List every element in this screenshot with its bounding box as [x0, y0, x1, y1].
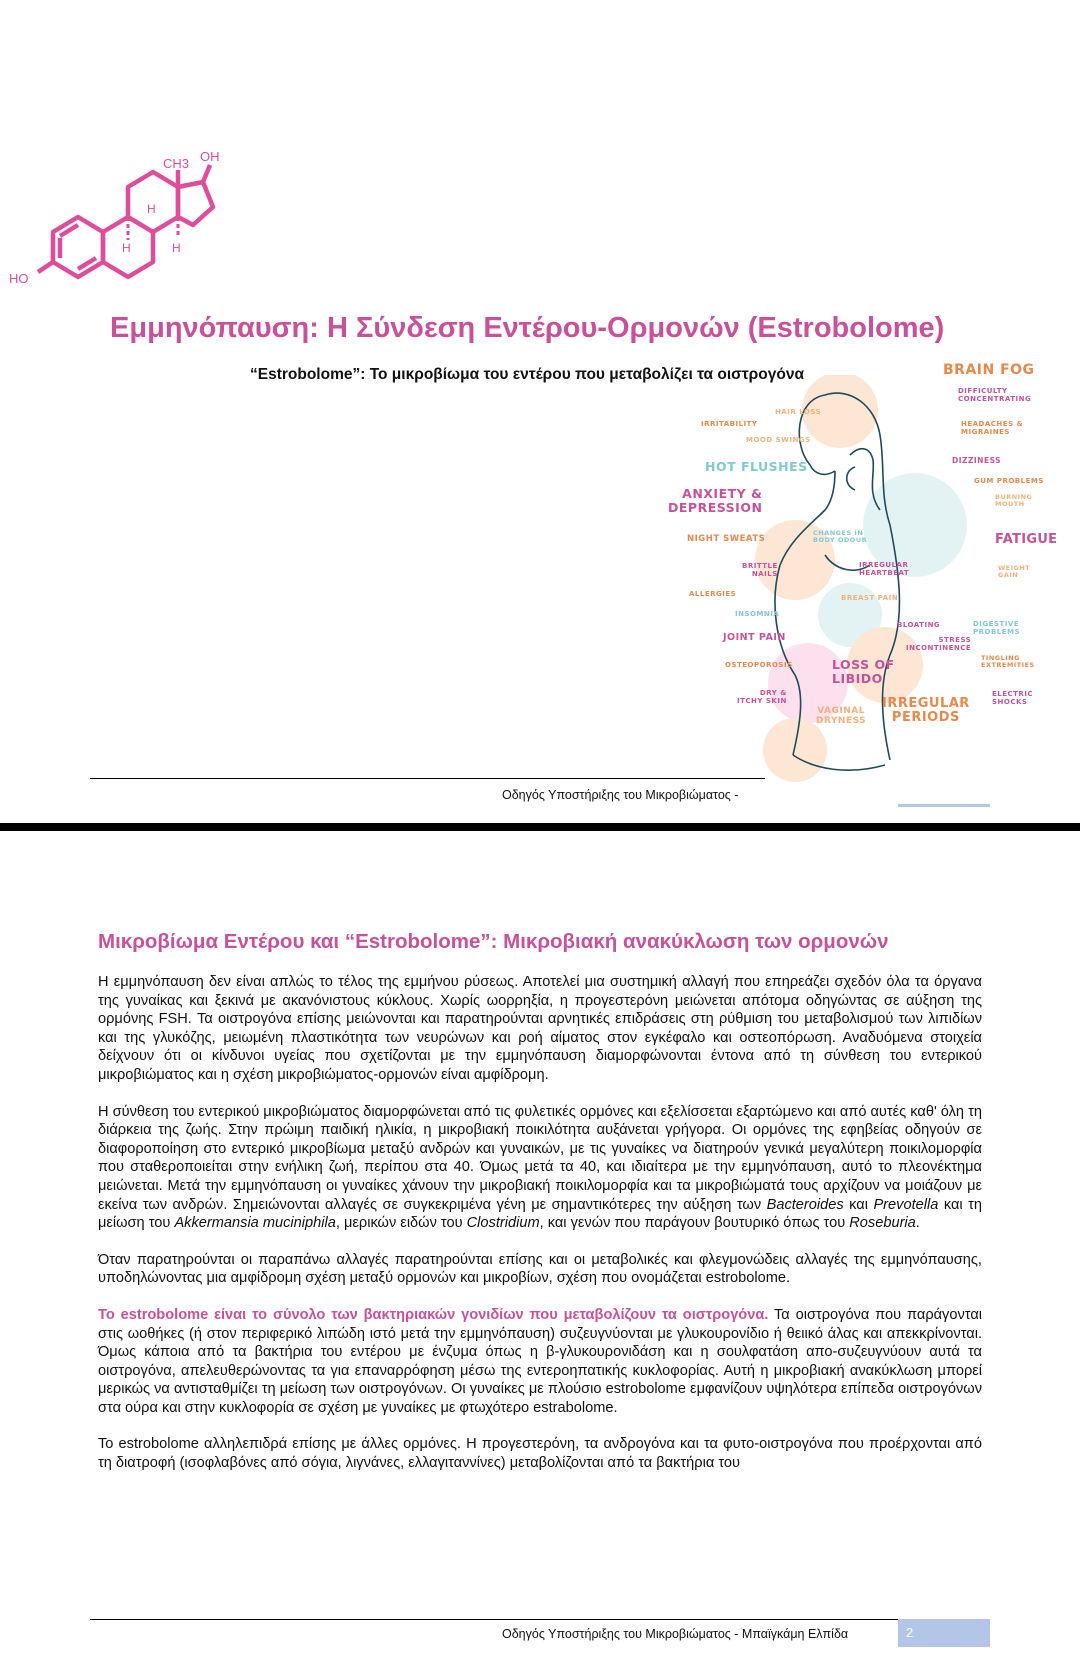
- page-number: 2: [898, 1619, 990, 1647]
- label-brittle-nails: BRITTLE NAILS: [742, 562, 778, 578]
- h-label-2: H: [122, 241, 131, 255]
- label-anxiety-depression: ANXIETY & DEPRESSION: [668, 486, 763, 515]
- label-bloating: BLOATING: [897, 621, 941, 629]
- label-night-sweats: NIGHT SWEATS: [687, 534, 766, 544]
- label-electric-shocks: ELECTRIC SHOCKS: [992, 690, 1034, 706]
- body-text: [98, 973, 982, 1491]
- label-gum-problems: GUM PROBLEMS: [974, 477, 1044, 485]
- label-stress-incontinence: STRESS INCONTINENCE: [906, 636, 972, 652]
- label-osteoporosis: OSTEOPOROSIS: [725, 661, 793, 669]
- label-digestive-problems: DIGESTIVE PROBLEMS: [973, 620, 1021, 636]
- footer-rule: [90, 778, 765, 779]
- ho-left-label: HO: [9, 271, 29, 286]
- label-allergies: ALLERGIES: [689, 590, 737, 598]
- page-separator: [0, 823, 1080, 831]
- label-fatigue: FATIGUE: [995, 532, 1058, 547]
- menopause-symptoms-infographic: [668, 362, 1058, 795]
- label-dry-itchy-skin: DRY & ITCHY SKIN: [737, 689, 787, 705]
- label-weight-gain: WEIGHT GAIN: [998, 564, 1031, 580]
- page-title: Εμμηνόπαυση: Η Σύνδεση Εντέρου-Ορμονών (Estrobolome): [110, 312, 945, 344]
- label-irritability: IRRITABILITY: [701, 420, 758, 428]
- term-roseburia: Roseburia: [849, 1215, 916, 1232]
- page-1: [0, 0, 1080, 825]
- footer-rule-2: [90, 1619, 990, 1620]
- footer-text: Οδηγός Υποστήριξης του Μικροβιώματος -: [502, 788, 739, 802]
- section-heading: Μικροβίωμα Εντέρου και “Estrobolome”: Μικροβιακή ανακύκλωση των ορμονών: [98, 930, 889, 953]
- h-label-3: H: [172, 241, 181, 255]
- label-body-odour: CHANGES IN BODY ODOUR: [813, 529, 868, 545]
- label-irregular-heartbeat: IRREGULAR HEARTBEAT: [859, 561, 910, 577]
- label-irregular-periods: IRREGULAR PERIODS: [882, 696, 970, 726]
- label-joint-pain: JOINT PAIN: [723, 632, 786, 643]
- footer-accent-bar: [898, 804, 990, 807]
- page-subtitle: “Estrobolome”: Το μικροβίωμα του εντέρου που μεταβολίζει τα οιστρογόνα: [250, 366, 804, 383]
- label-vaginal-dryness: VAGINAL DRYNESS: [816, 706, 867, 726]
- label-insomnia: INSOMNIA: [735, 610, 780, 618]
- label-burning-mouth: BURNING MOUTH: [995, 493, 1033, 509]
- footer-text-2: Οδηγός Υποστήριξης του Μικροβιώματος - Μπαϊγκάμη Ελπίδα: [502, 1627, 849, 1641]
- term-clostridium: Clostridium: [466, 1215, 540, 1232]
- estradiol-molecule-diagram: [0, 140, 270, 310]
- term-akkermansia: Akkermansia muciniphila: [174, 1215, 336, 1232]
- label-mood-swings: MOOD SWINGS: [746, 436, 811, 444]
- term-prevotella: Prevotella: [873, 1196, 939, 1213]
- label-hair-loss: HAIR LOSS: [775, 408, 822, 416]
- term-bacteroides: Bacteroides: [766, 1196, 844, 1213]
- oh-top-label: OH: [200, 149, 220, 164]
- paragraph-4: Το estrobolome είναι το σύνολο των βακτηριακών γονιδίων που μεταβολίζουν τα οιστρογόνα. Τα οιστρογόνα που παράγονται στις ωοθήκες (ή στον περιφερικό λιπώδη ιστό μετά την εμμηνόπαυση) συζευγνύονται με γλυκουρονίδιο ή θειικό άλας και απεκκρίνονται. Όμως κάποια από τα βακτήρια του εντέρου με ένζυμα όπως η β-γλυκουρονιδάση και η σουλφατάση απο-συζευγνύουν αυτά τα οιστρογόνα, απελευθερώνοντας τα για επαναρρόφηση μέσω της εντεροηπατικής κυκλοφορίας. Αυτή η μικροβιακή ανακύκλωση μπορεί μερικώς να αντισταθμίζει τη μείωση των οιστρογόνων. Οι γυναίκες με πλούσιο estrobolome εμφανίζουν υψηλότερα επίπεδα οιστρογόνων στα ούρα και στην κυκλοφορία σε σχέση με γυναίκες με φτωχότερο estrabolome.: [98, 1306, 983, 1416]
- label-headaches: HEADACHES & MIGRAINES: [961, 420, 1024, 436]
- label-brain-fog: BRAIN FOG: [943, 362, 1035, 378]
- woman-figure-illustration: [675, 375, 1010, 795]
- label-dizziness: DIZZINESS: [952, 456, 1002, 465]
- label-tingling-extremities: TINGLING EXTREMITIES: [981, 654, 1035, 670]
- h-label-1: H: [147, 202, 156, 216]
- paragraph-5: Το estrobolome αλληλεπιδρά επίσης με άλλες ορμόνες. Η προγεστερόνη, τα ανδρογόνα και τα φυτο-οιστρογόνα που προέρχονται από τη διατροφή (ισοφλαβόνες από σόγια, λιγνάνες, ελλαγιταννίνες) μεταβολίζονται από τα βακτήρια του: [98, 1436, 982, 1472]
- label-difficulty-concentrating: DIFFICULTY CONCENTRATING: [958, 387, 1032, 403]
- paragraph-3: Όταν παρατηρούνται οι παραπάνω αλλαγές παρατηρούνται επίσης και οι μεταβολικές και φλεγμονώδεις αλλαγές της εμμηνόπαυσης, υποδηλώνοντας μια αμφίδρομη σχέση μεταξύ ορμονών και μικροβίων, σχέση που ονομάζεται estrobolome.: [98, 1251, 982, 1287]
- label-breast-pain: BREAST PAIN: [841, 594, 899, 602]
- paragraph-1: Η εμμηνόπαυση δεν είναι απλώς το τέλος της εμμήνου ρύσεως. Αποτελεί μια συστημική αλλαγή που επηρεάζει σχεδόν όλα τα όργανα της γυναίκας και ξεκινά με ακανόνιστους κύκλους. Χωρίς ωορρηξία, η προγεστερόνη μειώνεται απότομα οδηγώντας σε αύξηση της ορμόνης FSH. Τα οιστρογόνα επίσης μειώνονται και παρατηρούνται αρνητικές επιδράσεις στη ρύθμιση του μεταβολισμού των λιπιδίων και της γλυκόζης, μειωμένη πλαστικότητα των νευρώνων και ροή αίματος στον εγκέφαλο και οστεοπόρωση. Αναδυόμενα στοιχεία δείχνουν ότι οι κίνδυνοι υγείας που σχετίζονται με την εμμηνόπαυση διαμορφώνονται έντονα από τη σύνθεση του εντερικού μικροβιώματος και η σχέση μικροβιώματος-ορμονών είναι αμφίδρομη.: [98, 974, 982, 1083]
- ch3-label: CH3: [163, 156, 190, 171]
- label-hot-flushes: HOT FLUSHES: [705, 459, 808, 474]
- estrobolome-definition: Το estrobolome είναι το σύνολο των βακτηριακών γονιδίων που μεταβολίζουν τα οιστρογόνα.: [98, 1306, 769, 1323]
- label-loss-of-libido: LOSS OF LIBIDO: [832, 657, 895, 686]
- paragraph-2: Η σύνθεση του εντερικού μικροβιώματος διαμορφώνεται από τις φυλετικές ορμόνες και εξελίσσεται εξαρτώμενο και από αυτές καθ' όλη τη διάρκεια της ζωής. Στην πρώιμη παιδική ηλικία, η μικροβιακή ποικιλότητα αυξάνεται γρήγορα. Οι ορμόνες της εφηβείας οδηγούν σε διαφοροποίηση στο εντερικό μικροβίωμα μεταξύ ανδρών και γυναικών, με τις γυναίκες να διατηρούν γενικά μεγαλύτερη ποικιλομορφία που σταθεροποιείται στην ενήλικη ζωή, περίπου στα 40. Όμως μετά τα 40, και ιδιαίτερα με την εμμηνόπαυση, αυτό το πλεονέκτημα μειώνεται. Μετά την εμμηνόπαυση οι γυναίκες χάνουν την μικροβιακή ποικιλομορφία και τα μικροβιώματά τους αρχίζουν να μοιάζουν με εκείνα των ανδρών. Σημειώνονται αλλαγές σε συγκεκριμένα γένη με σημαντικότερες την αύξηση των Bacteroides και Prevotella και τη μείωση του Akkermansia muciniphila, μερικών ειδών του Clostridium, και γενών που παράγουν βουτυρικό όπως του Roseburia.: [98, 1103, 982, 1232]
